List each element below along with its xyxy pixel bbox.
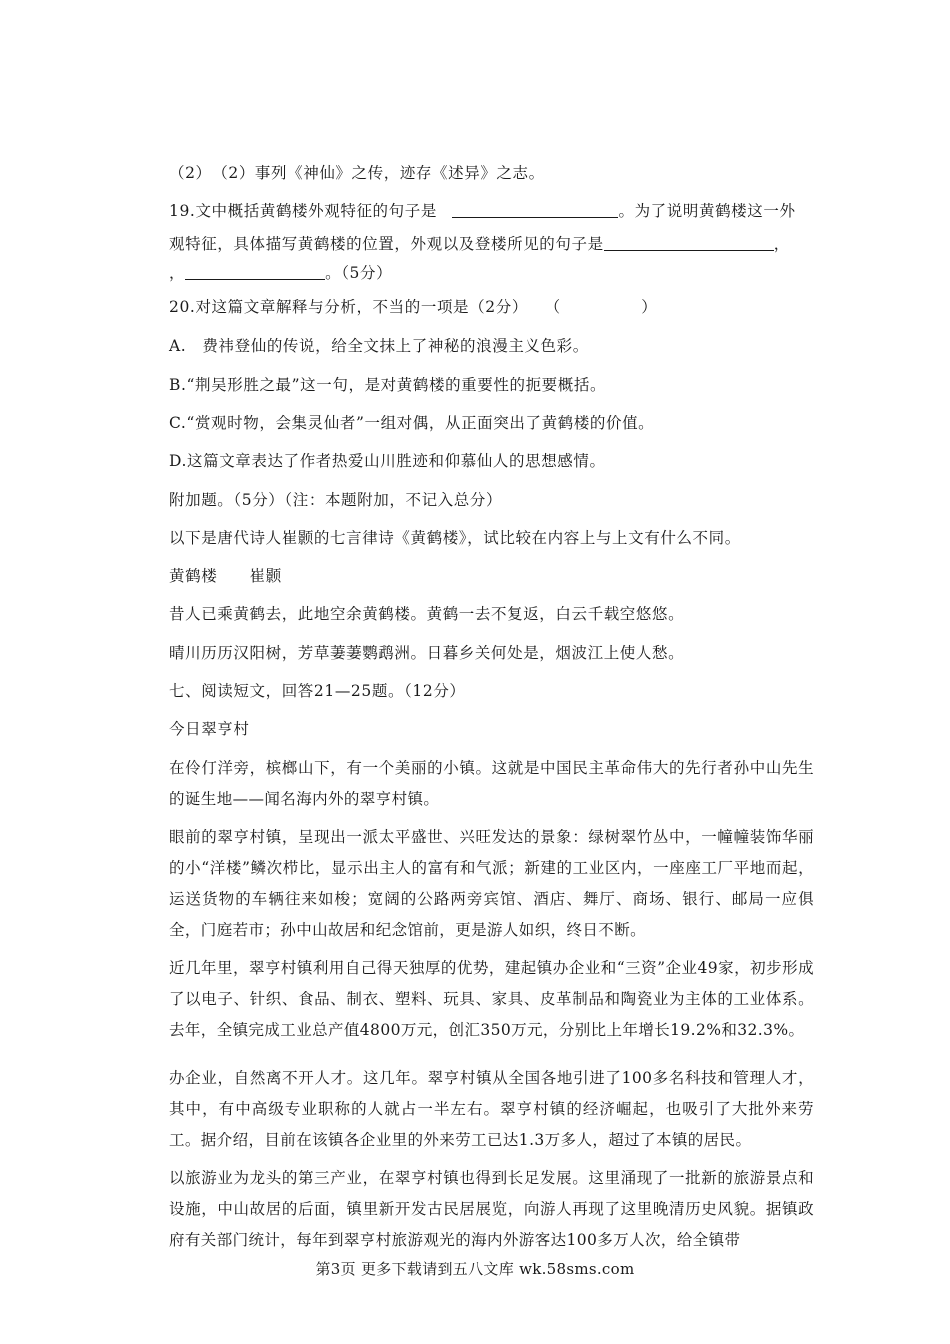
question-20-option-c: C.“赏观时物，会集灵仙者”一组对偶，从正面突出了黄鹤楼的价值。 [169, 414, 655, 432]
bonus-question-description: 以下是唐代诗人崔颢的七言律诗《黄鹤楼》，试比较在内容上与上文有什么不同。 [169, 529, 741, 547]
answer-blank-1[interactable] [452, 201, 618, 218]
question-20-option-d: D.这篇文章表达了作者热爱山川胜迹和仰慕仙人的思想感情。 [169, 452, 606, 470]
question-19-line-1 [169, 201, 796, 221]
question-20-option-a: A. 费祎登仙的传说，给全文抹上了神秘的浪漫主义色彩。 [169, 337, 589, 355]
page-footer: 第3页 更多下载请到五八文库 wk.58sms.com [315, 1260, 635, 1278]
answer-line-2: （2） （2）事列《神仙》之传，迹存《述异》之志。 [169, 164, 545, 182]
article-paragraph-2: 眼前的翠亨村镇，呈现出一派太平盛世、兴旺发达的景象：绿树翠竹丛中，一幢幢装饰华丽的小“洋楼”鳞次栉比，显示出主人的富有和气派；新建的工业区内，一座座工厂平地而起，运送货物的车辆往来如梭；宽阔的公路两旁宾馆、酒店、舞厅、商场、银行、邮局一应俱全，门庭若市；孙中山故居和纪念馆前，更是游人如织，终日不断。 [169, 828, 814, 939]
section-7-heading: 七、阅读短文，回答21—25题。（12分） [169, 682, 466, 700]
article-paragraph-4: 办企业，自然离不开人才。这几年。翠亨村镇从全国各地引进了100多名科技和管理人才，其中，有中高级专业职称的人就占一半左右。翠亨村镇的经济崛起，也吸引了大批外来劳工。据介绍，目前在该镇各企业里的外来劳工已达1.3万多人，超过了本镇的居民。 [169, 1069, 814, 1149]
question-19-line-2 [169, 234, 790, 254]
question-19-text-b: 。为了说明黄鹤楼这一外 [618, 202, 796, 220]
answer-blank-2[interactable] [604, 234, 774, 251]
answer-blank-3[interactable] [185, 263, 325, 280]
question-19-text-f: 。（5分） [325, 264, 393, 282]
article-paragraph-3: 近几年里，翠亨村镇利用自己得天独厚的优势，建起镇办企业和“三资”企业49家，初步形成了以电子、针织、食品、制衣、塑料、玩具、家具、皮革制品和陶瓷业为主体的工业体系。去年，全镇完成工业总产值4800万元，创汇350万元，分别比上年增长19.2%和32.3%。 [169, 959, 814, 1039]
question-19-text-d: ， [773, 235, 790, 253]
article-paragraph-1: 在伶仃洋旁，槟榔山下，有一个美丽的小镇。这就是中国民主革命伟大的先行者孙中山先生的诞生地——闻名海内外的翠亨村镇。 [169, 759, 814, 808]
question-19-text-a: 19.文中概括黄鹤楼外观特征的句子是 [169, 202, 437, 220]
question-19-line-3 [169, 263, 392, 283]
question-20-option-b: B.“荆吴形胜之最”这一句，是对黄鹤楼的重要性的扼要概括。 [169, 376, 607, 394]
poem-line-2: 晴川历历汉阳树，芳草萋萋鹦鹉洲。日暮乡关何处是，烟波江上使人愁。 [169, 644, 685, 662]
article-paragraph-5: 以旅游业为龙头的第三产业，在翠亨村镇也得到长足发展。这里涌现了一批新的旅游景点和设施，中山故居的后面，镇里新开发古民居展览，向游人再现了这里晚清历史风貌。据镇政府有关部门统计，每年到翠亨村旅游观光的海内外游客达100多万人次，给全镇带 [169, 1169, 814, 1249]
question-19-text-e: ， [169, 264, 186, 282]
article-title: 今日翠亨村 [169, 720, 250, 738]
poem-title: 黄鹤楼 崔颢 [169, 567, 282, 585]
poem-line-1: 昔人已乘黄鹤去，此地空余黄鹤楼。黄鹤一去不复返，白云千载空悠悠。 [169, 605, 685, 623]
question-20: 20.对这篇文章解释与分析，不当的一项是（2分） （ ） [169, 298, 658, 316]
question-19-text-c: 观特征，具体描写黄鹤楼的位置，外观以及登楼所见的句子是 [169, 235, 604, 253]
bonus-question: 附加题。（5分）（注：本题附加，不记入总分） [169, 491, 503, 509]
